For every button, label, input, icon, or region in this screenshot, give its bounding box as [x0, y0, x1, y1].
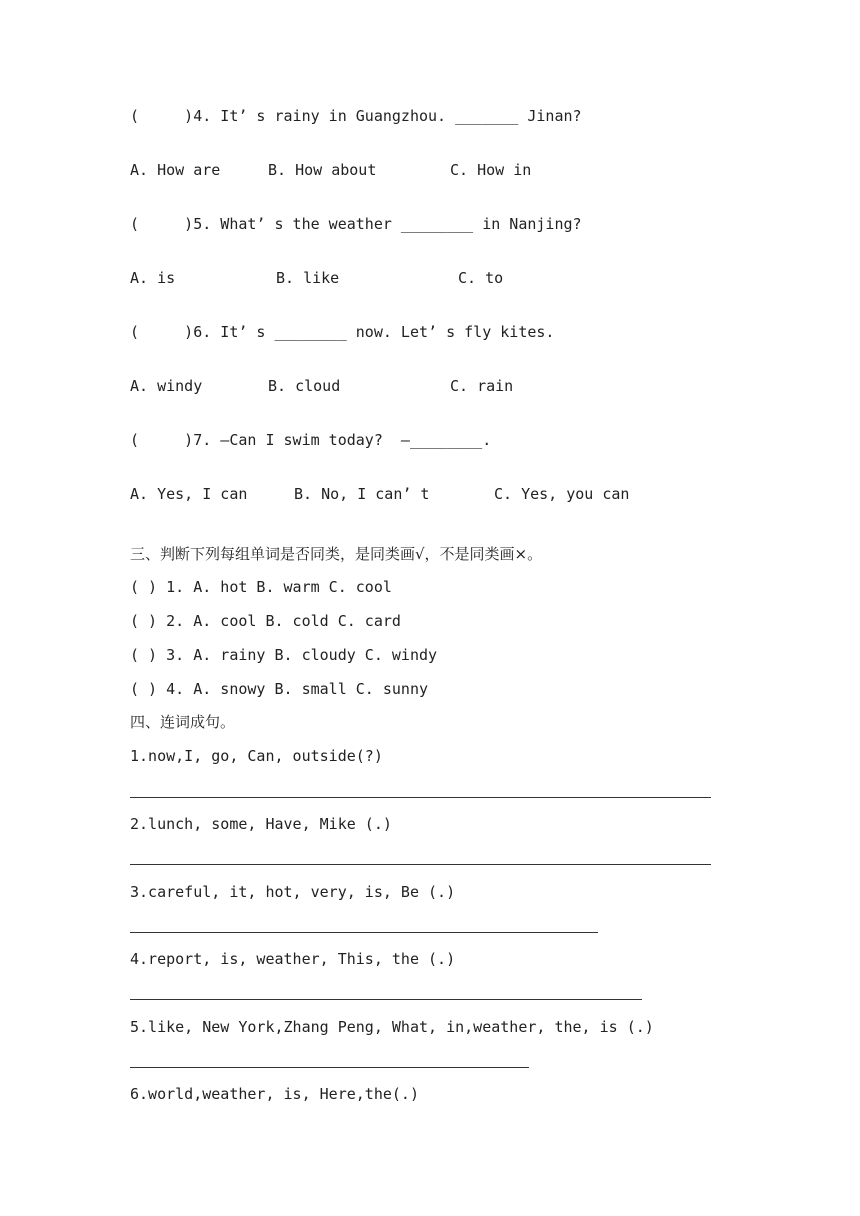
list-item: 2.lunch, some, Have, Mike (.) [130, 815, 392, 833]
option-b: B. No, I can’ t [294, 485, 430, 503]
question-text: ( )7. —Can I swim today? —________. [130, 431, 492, 449]
answer-line [130, 1067, 529, 1068]
answer-line [130, 932, 598, 933]
option-b: B. cloud [268, 377, 341, 395]
list-item: ( ) 1. A. hot B. warm C. cool [130, 578, 392, 596]
list-item: 1.now,I, go, Can, outside(?) [130, 747, 383, 765]
section-4-heading: 四、连词成句。 [130, 713, 236, 731]
option-c: C. rain [450, 377, 514, 395]
section-3-heading: 三、判断下列每组单词是否同类，是同类画√，不是同类画×。 [130, 545, 543, 563]
question-text: ( )5. What’ s the weather ________ in Nanjing? [130, 215, 582, 233]
option-c: C. How in [450, 161, 532, 179]
list-item: 3.careful, it, hot, very, is, Be (.) [130, 883, 456, 901]
answer-line [130, 999, 642, 1000]
question-text: ( )6. It’ s ________ now. Let’ s fly kites. [130, 323, 555, 341]
question-text: ( )4. It’ s rainy in Guangzhou. _______ Jinan? [130, 107, 582, 125]
option-c: C. Yes, you can [494, 485, 630, 503]
option-a: A. is [130, 269, 176, 287]
list-item: 6.world,weather, is, Here,the(.) [130, 1085, 419, 1103]
list-item: ( ) 4. A. snowy B. small C. sunny [130, 680, 429, 698]
list-item: 5.like, New York,Zhang Peng, What, in,weather, the, is (.) [130, 1018, 654, 1036]
option-b: B. How about [268, 161, 377, 179]
list-item: ( ) 3. A. rainy B. cloudy C. windy [130, 646, 438, 664]
list-item: ( ) 2. A. cool B. cold C. card [130, 612, 401, 630]
option-a: A. How are [130, 161, 221, 179]
option-c: C. to [458, 269, 504, 287]
list-item: 4.report, is, weather, This, the (.) [130, 950, 456, 968]
answer-line [130, 864, 711, 865]
answer-line [130, 797, 711, 798]
option-a: A. Yes, I can [130, 485, 248, 503]
option-b: B. like [276, 269, 340, 287]
option-a: A. windy [130, 377, 203, 395]
